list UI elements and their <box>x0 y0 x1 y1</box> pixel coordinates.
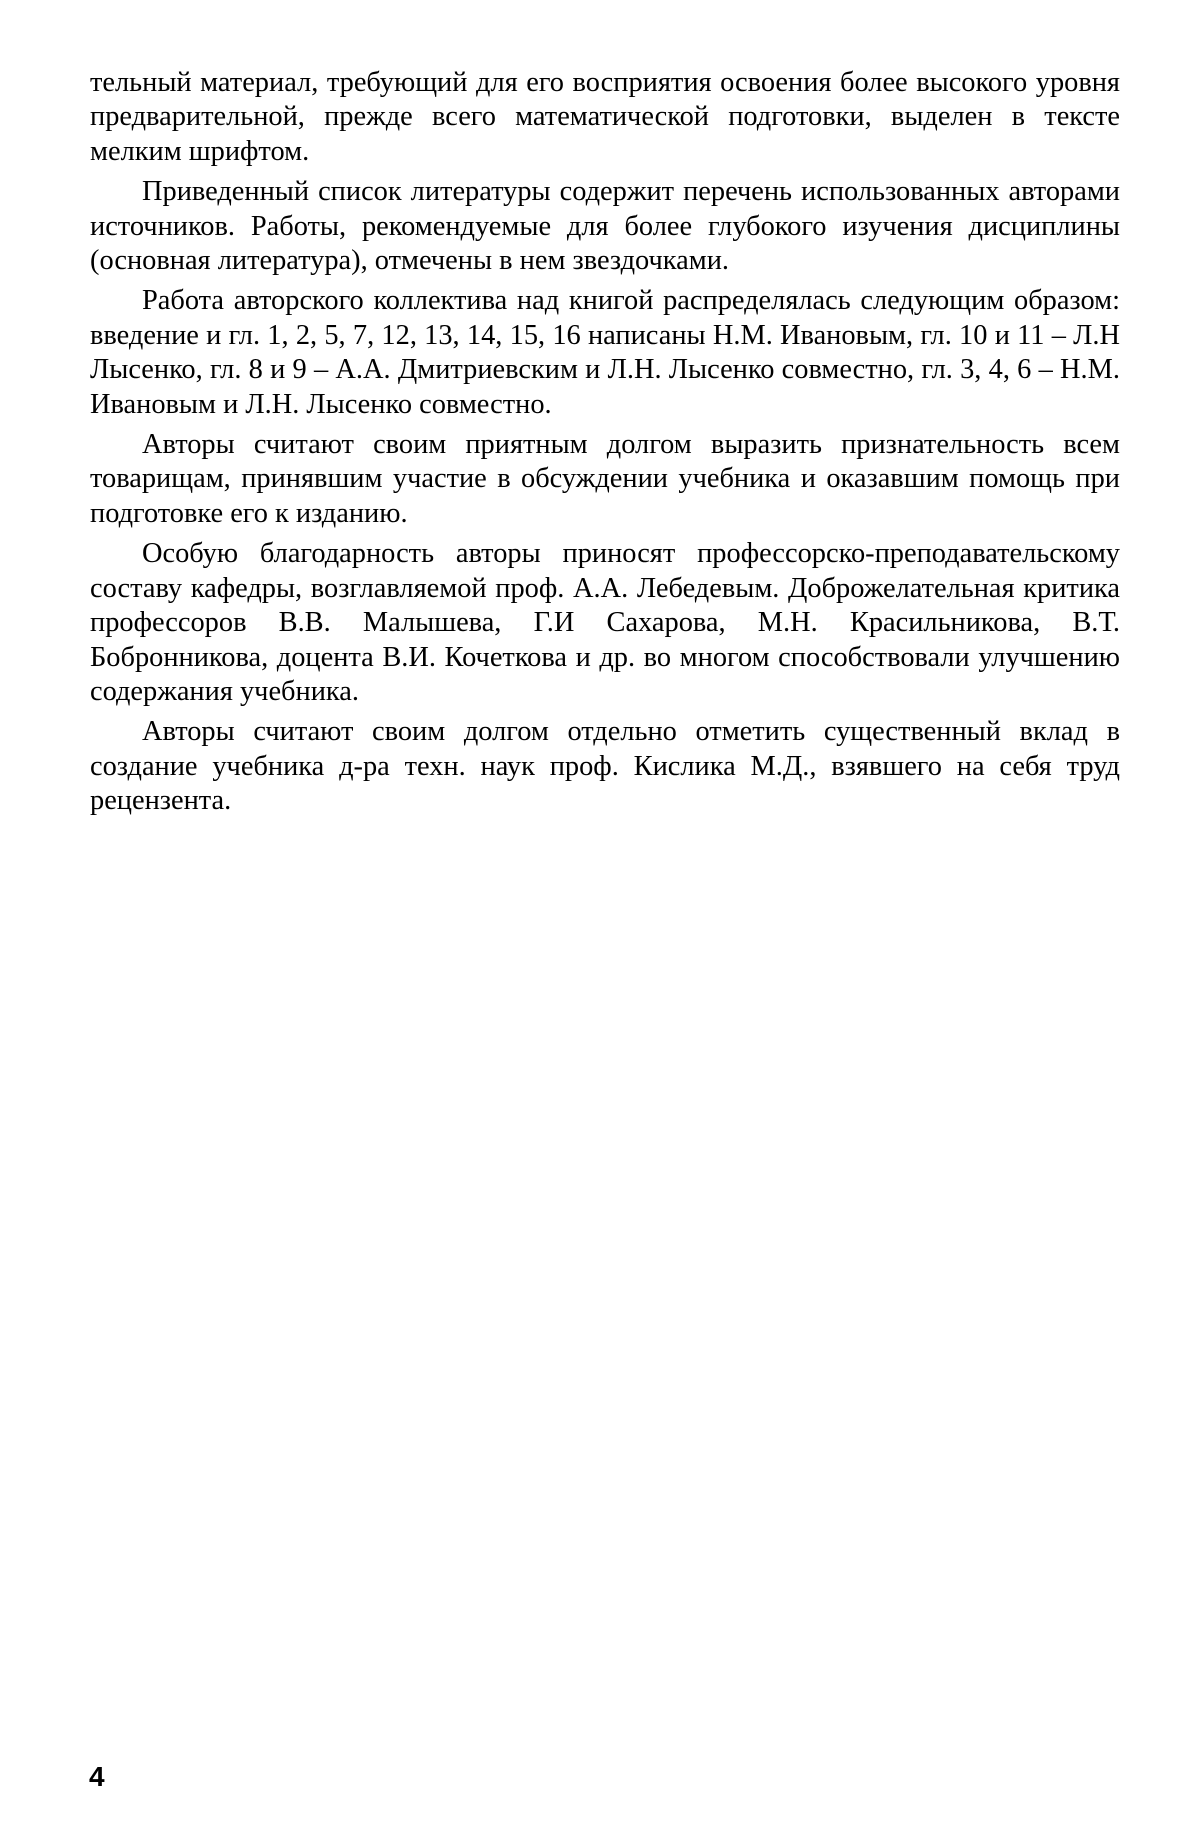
paragraph-reviewer-thanks: Авторы считают своим долгом отдельно отметить существенный вклад в создание учебника д-ра техн. наук проф. Кислика М.Д., взявшего на себя труд рецензента. <box>90 716 1120 817</box>
paragraph-gratitude: Авторы считают своим приятным долгом выразить признательность всем товарищам, принявшим участие в обсуждении учебника и оказавшим помощь при подготовке его к изданию. <box>90 429 1120 529</box>
paragraph-continuation: тельный материал, требующий для его восприятия освоения более высокого уровня предварительной, прежде всего математической подготовки, выделен в тексте мелким шрифтом. <box>90 67 1120 167</box>
page-number: 4 <box>89 1761 105 1792</box>
paragraph-authors-work: Работа авторского коллектива над книгой распределялась следующим образом: введение и гл. 1, 2, 5, 7, 12, 13, 14, 15, 16 написаны Н.М. Ивановым, гл. 10 и 11 – Л.Н Лысенко, гл. 8 и 9 – А.А. Дмитриевским и Л.Н. Лысенко совместно, гл. 3, 4, 6 – Н.М. Ивановым и Л.Н. Лысенко совместно. <box>90 285 1120 420</box>
paragraph-literature: Приведенный список литературы содержит перечень использованных авторами источников. Работы, рекомендуемые для более глубокого изучения дисциплины (основная литература), отмечены в нем звездочками. <box>90 176 1120 277</box>
page-body <box>90 66 1120 819</box>
paragraph-department-thanks: Особую благодарность авторы приносят профессорско-преподавательскому составу кафедры, возглавляемой проф. А.А. Лебедевым. Доброжелательная критика профессоров В.В. Малышева, Г.И Сахарова, М.Н. Красильникова, В.Т. Бобронникова, доцента В.И. Кочеткова и др. во многом способствовали улучшению содержания учебника. <box>90 538 1120 707</box>
